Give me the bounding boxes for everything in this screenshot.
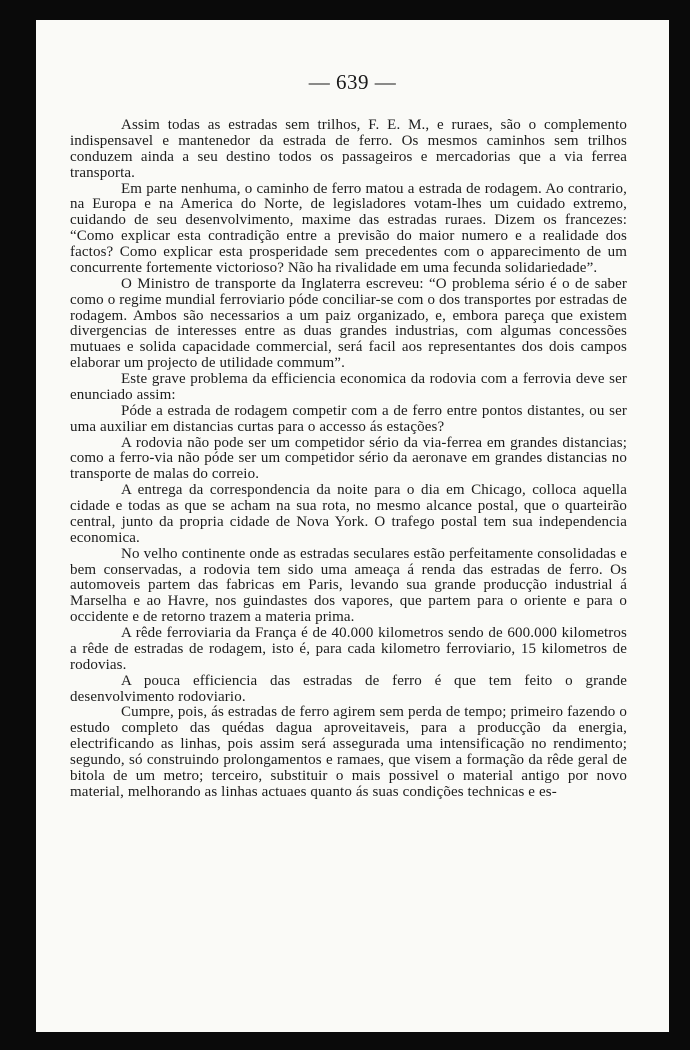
paragraph: Este grave problema da efficiencia economica da rodovia com a ferrovia deve ser enunciado assim: xyxy=(70,371,627,403)
paragraph: A rodovia não pode ser um competidor sério da via-ferrea em grandes distancias; como a ferro-via não póde ser um competidor sério da aeronave em grandes distancias no transporte de malas do correio. xyxy=(70,434,627,483)
page-number: — 639 — xyxy=(308,70,397,94)
body-text xyxy=(70,118,627,801)
document-page xyxy=(36,20,669,1032)
paragraph: No velho continente onde as estradas seculares estão perfeitamente consolidadas e bem conservadas, a rodovia tem sido uma ameaça á renda das estradas de ferro. Os automoveis partem das fabricas em Paris, levando sua grande producção industrial á Marselha e ao Havre, nos guindastes dos vapores, que partem para o oriente e para o occidente e de retorno trazem a materia prima. xyxy=(70,545,627,626)
paragraph: A rêde ferroviaria da França é de 40.000 kilometros sendo de 600.000 kilometros a rêde de estradas de rodagem, isto é, para cada kilometro ferroviario, 15 kilometros de rodovias. xyxy=(70,625,627,673)
paragraph: Póde a estrada de rodagem competir com a de ferro entre pontos distantes, ou ser uma auxiliar em distancias curtas para o accesso ás estações? xyxy=(70,402,627,435)
paragraph: Assim todas as estradas sem trilhos, F. E. M., e ruraes, são o complemento indispensavel e mantenedor da estrada de ferro. Os mesmos caminhos sem trilhos conduzem ainda a seu destino todos os passageiros e mercadorias que a via ferrea transporta. xyxy=(70,117,627,181)
paragraph: O Ministro de transporte da Inglaterra escreveu: “O problema sério é o de saber como o regime mundial ferroviario póde conciliar-se com o dos transportes por estradas de rodagem. Ambos são necessarios a um paiz organizado, e, embora pareça que existem divergencias de interesses entre as duas grandes industrias, com algumas concessões mutuaes e solida capacidade commercial, será facil aos representantes dos dois campos elaborar um projecto de utilidade commum”. xyxy=(70,275,627,372)
paragraph: A entrega da correspondencia da noite para o dia em Chicago, colloca aquella cidade e todas as que se acham na sua rota, no mesmo alcance postal, que o quarteirão central, junto da propria cidade de Nova York. O trafego postal tem sua independencia economica. xyxy=(70,482,627,546)
paragraph: A pouca efficiencia das estradas de ferro é que tem feito o grande desenvolvimento rodoviario. xyxy=(70,672,627,705)
paragraph: Cumpre, pois, ás estradas de ferro agirem sem perda de tempo; primeiro fazendo o estudo completo das quédas dagua aproveitaveis, para a producção da energia, electrificando as linhas, pois assim será assegurada uma intensificação no rendimento; segundo, só construindo prolongamentos e ramaes, que visem a formação da rêde geral de bitola de um metro; terceiro, substituir o mais possivel o material antigo por novo material, melhorando as linhas actuaes quanto ás suas condições technicas e es- xyxy=(70,704,627,800)
paragraph: Em parte nenhuma, o caminho de ferro matou a estrada de rodagem. Ao contrario, na Europa e na America do Norte, de legisladores votam-lhes um cuidado extremo, cuidando de seu desenvolvimento, maxime das estradas ruraes. Dizem os francezes: “Como explicar esta contradição entre a previsão do maior numero e a realidade dos factos? Como explicar esta prosperidade sem precedentes com o apparecimento de um concurrente fortemente victorioso? Não ha rivalidade em uma fecunda solidariedade”. xyxy=(70,180,627,276)
